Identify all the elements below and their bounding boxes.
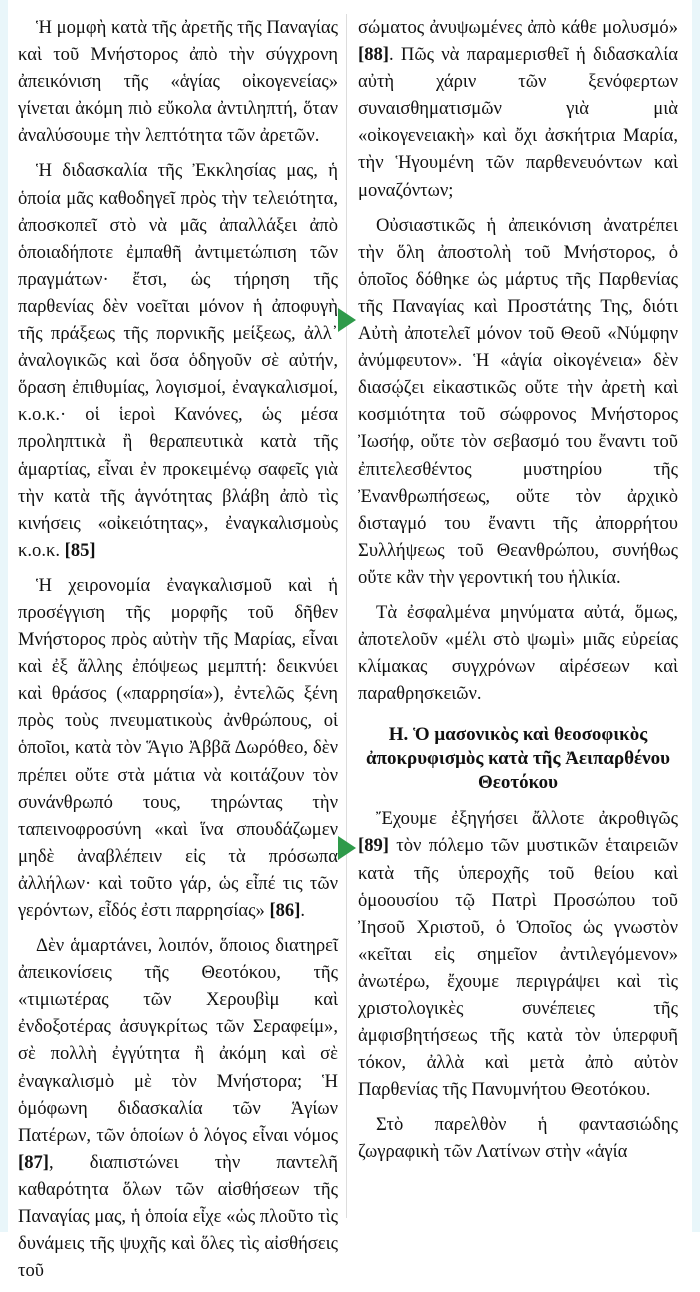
paragraph-text: Τὰ ἐσφαλμένα μηνύματα αὐτά, ὅμως, ἀποτελοῦν «μέλι στὸ ψωμὶ» μιᾶς εὐρείας κλίμακας συγχρόνων αἱρέσεων καὶ παραθρησκειῶν.	[358, 601, 678, 705]
paragraph-text: τὸν πόλεμο τῶν μυστικῶν ἑταιρειῶν κατὰ τῆς ὑπεροχῆς τοῦ θείου καὶ ὁμοουσίου τῷ Πατρὶ Προσώπου τοῦ Ἰησοῦ Χριστοῦ, ὁ Ὁποῖος ὡς γνωστὸν «κεῖται εἰς σημεῖον ἀντιλεγόμενον» ἀνωτέρω, ἔχουμε περιγράψει καὶ τὶς χριστολογικὲς συνέπειες τῆς ἀμφισβητήσεως τῆς κατὰ τὸν ὑπερφυῆ τόκον, ἀλλὰ καὶ μετὰ ἀπὸ αὐτὸν Παρθενίας τῆς Πανυμνήτου Θεοτόκου.	[358, 835, 678, 1101]
footnote-ref-89[interactable]: [89]	[358, 835, 389, 857]
paragraph	[358, 1111, 678, 1165]
paragraph	[358, 212, 678, 591]
paragraph-text: Στὸ παρελθὸν ἡ φαντασιώδης ζωγραφικὴ τῶν Λατίνων στὴν «ἁγία	[358, 1114, 678, 1163]
paragraph-text: σώματος ἀνυψωμένες ἀπὸ κάθε μολυσμό»	[358, 17, 678, 38]
paragraph-text: Οὐσιαστικῶς ἡ ἀπεικόνιση ἀνατρέπει τὴν ὅλη ἀποστολὴ τοῦ Μνήστορος, ὁ ὁποῖος δόθηκε ὡς μάρτυς τῆς Παρθενίας τῆς Παναγίας καὶ Προστάτης Της, διότι Αὐτὴ ἀποτελεῖ μόνον τοῦ Θεοῦ «Νύμφην ἀνύμφευτον». Ἡ «ἁγία οἰκογένεια» δὲν διασῴζει εἰκαστικῶς οὔτε τὴν ἀρετὴ καὶ κοσμιότητα τοῦ σώφρονος Μνήστορος Ἰωσήφ, οὔτε τὸν σεβασμό του ἔναντι τοῦ ἐπιτελεσθέντος μυστηρίου τῆς Ἐνανθρωπήσεως, οὔτε τὸν ἀρχικὸ δισταγμό του ἔναντι τῆς ἀπορρήτου Συλλήψεως τοῦ Θεανθρώπου, συνήθως οὔτε κἂν τὴν γεροντική του ἡλικία.	[358, 214, 678, 588]
paragraph-text: Ἡ χειρονομία ἐναγκαλισμοῦ καὶ ἡ προσέγγιση τῆς μορφῆς τοῦ δῆθεν Μνήστορος πρὸς αὐτὴν τῆς Μαρίας, εἶναι καὶ ἐξ ἄλλης ἐπόψεως μεμπτή: δεικνύει καὶ θράσος («παρρησία»), ἐντελῶς ξένη πρὸς τοὺς πνευματικοὺς ἀνθρώπους, οἱ ὁποῖοι, κατὰ τὸν Ἅγιο Ἀββᾶ Δωρόθεο, δὲν πρέπει οὔτε στὰ μάτια νὰ κοιτάζουν τὸν συνάνθρωπό τους, τηρώντας τὴν ταπεινοφροσύνη «καὶ ἵνα σπουδάζωμεν μηδὲ ἀναβλέπειν εἰς τὰ πρόσωπα ἀλλήλων· καὶ τοῦτο γάρ, ὡς εἶπέ τις τῶν γερόντων, εἶδός ἐστι παρρησίας»	[18, 574, 338, 921]
right-column	[358, 14, 678, 1174]
paragraph	[18, 14, 338, 149]
footnote-ref-85[interactable]: [85]	[64, 539, 96, 561]
paragraph-text: . Πῶς νὰ παραμερισθεῖ ἡ διδασκαλία αὐτὴ χάριν τῶν ξενόφερτων συναισθηματισμῶν γιὰ μιὰ «οἰκογενειακὴ» καὶ ὄχι ἀσκήτρια Μαρία, τὴν Ἡγουμένη τῶν παρθενευόντων καὶ μοναζόντων;	[358, 44, 678, 201]
left-column	[18, 14, 338, 1292]
paragraph-text: Ἡ διδασκαλία τῆς Ἐκκλησίας μας, ἡ ὁποία μᾶς καθοδηγεῖ πρὸς τὴν τελειότητα, ἀποσκοπεῖ στὸ νὰ μᾶς ἀπαλλάξει ἀπὸ ὁποιαδήποτε ἐμπαθῆ ἀντιμετώπιση τῶν πραγμάτων· ἔτσι, ὡς τήρηση τῆς παρθενίας δὲν νοεῖται μόνον ἡ ἀποφυγὴ τῆς πράξεως τῆς πορνικῆς μείξεως, ἀλλ᾽ ἀναλογικῶς καὶ ὅσα ὁδηγοῦν σὲ αὐτήν, ὅραση ἐπιθυμίας, λογισμοί, ἐναγκαλισμοί, κ.ο.κ.· οἱ ἱεροὶ Κανόνες, ὡς μέσα προληπτικὰ ἢ θεραπευτικὰ κατὰ τῆς ἁμαρτίας, εἶναι ἐν προκειμένῳ σαφεῖς γιὰ τὴν κατὰ τῆς ἁγνότητας βλάβη ἀπὸ τὶς κινήσεις «οἰκειότητας», ἐναγκαλισμοὺς κ.ο.κ.	[18, 160, 338, 561]
footnote-ref-87[interactable]: [87]	[18, 1151, 49, 1173]
paragraph	[358, 14, 678, 204]
green-arrow-marker-icon	[338, 308, 356, 332]
green-arrow-marker-icon	[338, 836, 356, 860]
paragraph	[18, 932, 338, 1284]
paragraph-text: , διαπιστώνει τὴν παντελῆ καθαρότητα ὅλων τῶν αἰσθήσεων τῆς Παναγίας μας, ἡ ὁποία εἶχε «ὡς πλοῦτο τὶς δυνάμεις τῆς ψυχῆς καὶ ὅλες τὶς αἰσθήσεις τοῦ	[18, 1151, 338, 1282]
right-margin-bar	[692, 0, 700, 1232]
column-divider	[346, 14, 347, 1218]
paragraph-text: Ἡ μομφὴ κατὰ τῆς ἀρετῆς τῆς Παναγίας καὶ τοῦ Μνήστορος ἀπὸ τὴν σύγχρονη ἀπεικόνιση τῆς «ἁγίας οἰκογενείας» γίνεται ἀκόμη πιὸ εὔκολα ἀντιληπτή, ὅταν ἀναλύσουμε τὴν λεπτότητα τῶν ἀρετῶν.	[18, 17, 338, 147]
footnote-ref-86[interactable]: [86]	[269, 900, 301, 921]
paragraph	[358, 599, 678, 707]
paragraph: Ἡ χειρονομία ἐναγκαλισμοῦ καὶ ἡ προσέγγιση τῆς μορφῆς τοῦ δῆθεν Μνήστορος πρὸς αὐτὴν τῆς Μαρίας, εἶναι καὶ ἐξ ἄλλης ἐπόψεως μεμπτή: δεικνύει καὶ θράσος («παρρησία»), ἐντελῶς ξένη πρὸς τοὺς πνευματικοὺς ἀνθρώπους, οἱ ὁποῖοι, κατὰ τὸν Ἅγιο Ἀββᾶ Δωρόθεο, δὲν πρέπει οὔτε στὰ μάτια νὰ κοιτάζουν τὸν συνάνθρωπό τους, τηρώντας τὴν ταπεινοφροσύνη «καὶ ἵνα σπουδάζωμεν μηδὲ ἀναβλέπειν εἰς τὰ πρόσωπα ἀλλήλων· καὶ τοῦτο γάρ, ὡς εἶπέ τις τῶν γερόντων, εἶδός ἐστι παρρησίας» [86].	[18, 574, 338, 921]
section-heading: Η. Ὁ μασονικὸς καὶ θεοσοφικὸς ἀποκρυφισμὸς κατὰ τῆς Ἀειπαρθένου Θεοτόκου	[365, 724, 671, 794]
paragraph	[18, 157, 338, 563]
footnote-ref-88[interactable]: [88]	[358, 44, 389, 66]
paragraph-text: Ἔχουμε ἐξηγήσει ἄλλοτε ἀκροθιγῶς	[376, 808, 678, 830]
paragraph	[358, 805, 678, 1103]
left-margin-bar	[0, 0, 8, 1232]
paragraph-text: Δὲν ἁμαρτάνει, λοιπόν, ὅποιος διατηρεῖ ἀπεικονίσεις τῆς Θεοτόκου, τῆς «τιμιωτέρας τῶν Χερουβὶμ καὶ ἐνδοξοτέρας ἀσυγκρίτως τῶν Σεραφείμ», σὲ πολλὴ ἐγγύτητα ἢ ἀκόμη καὶ σὲ ἐναγκαλισμὸ μὲ τὸν Μνήστορα; Ἡ ὁμόφωνη διδασκαλία τῶν Ἁγίων Πατέρων, τῶν ὁποίων ὁ λόγος εἶναι νόμος	[18, 935, 338, 1146]
